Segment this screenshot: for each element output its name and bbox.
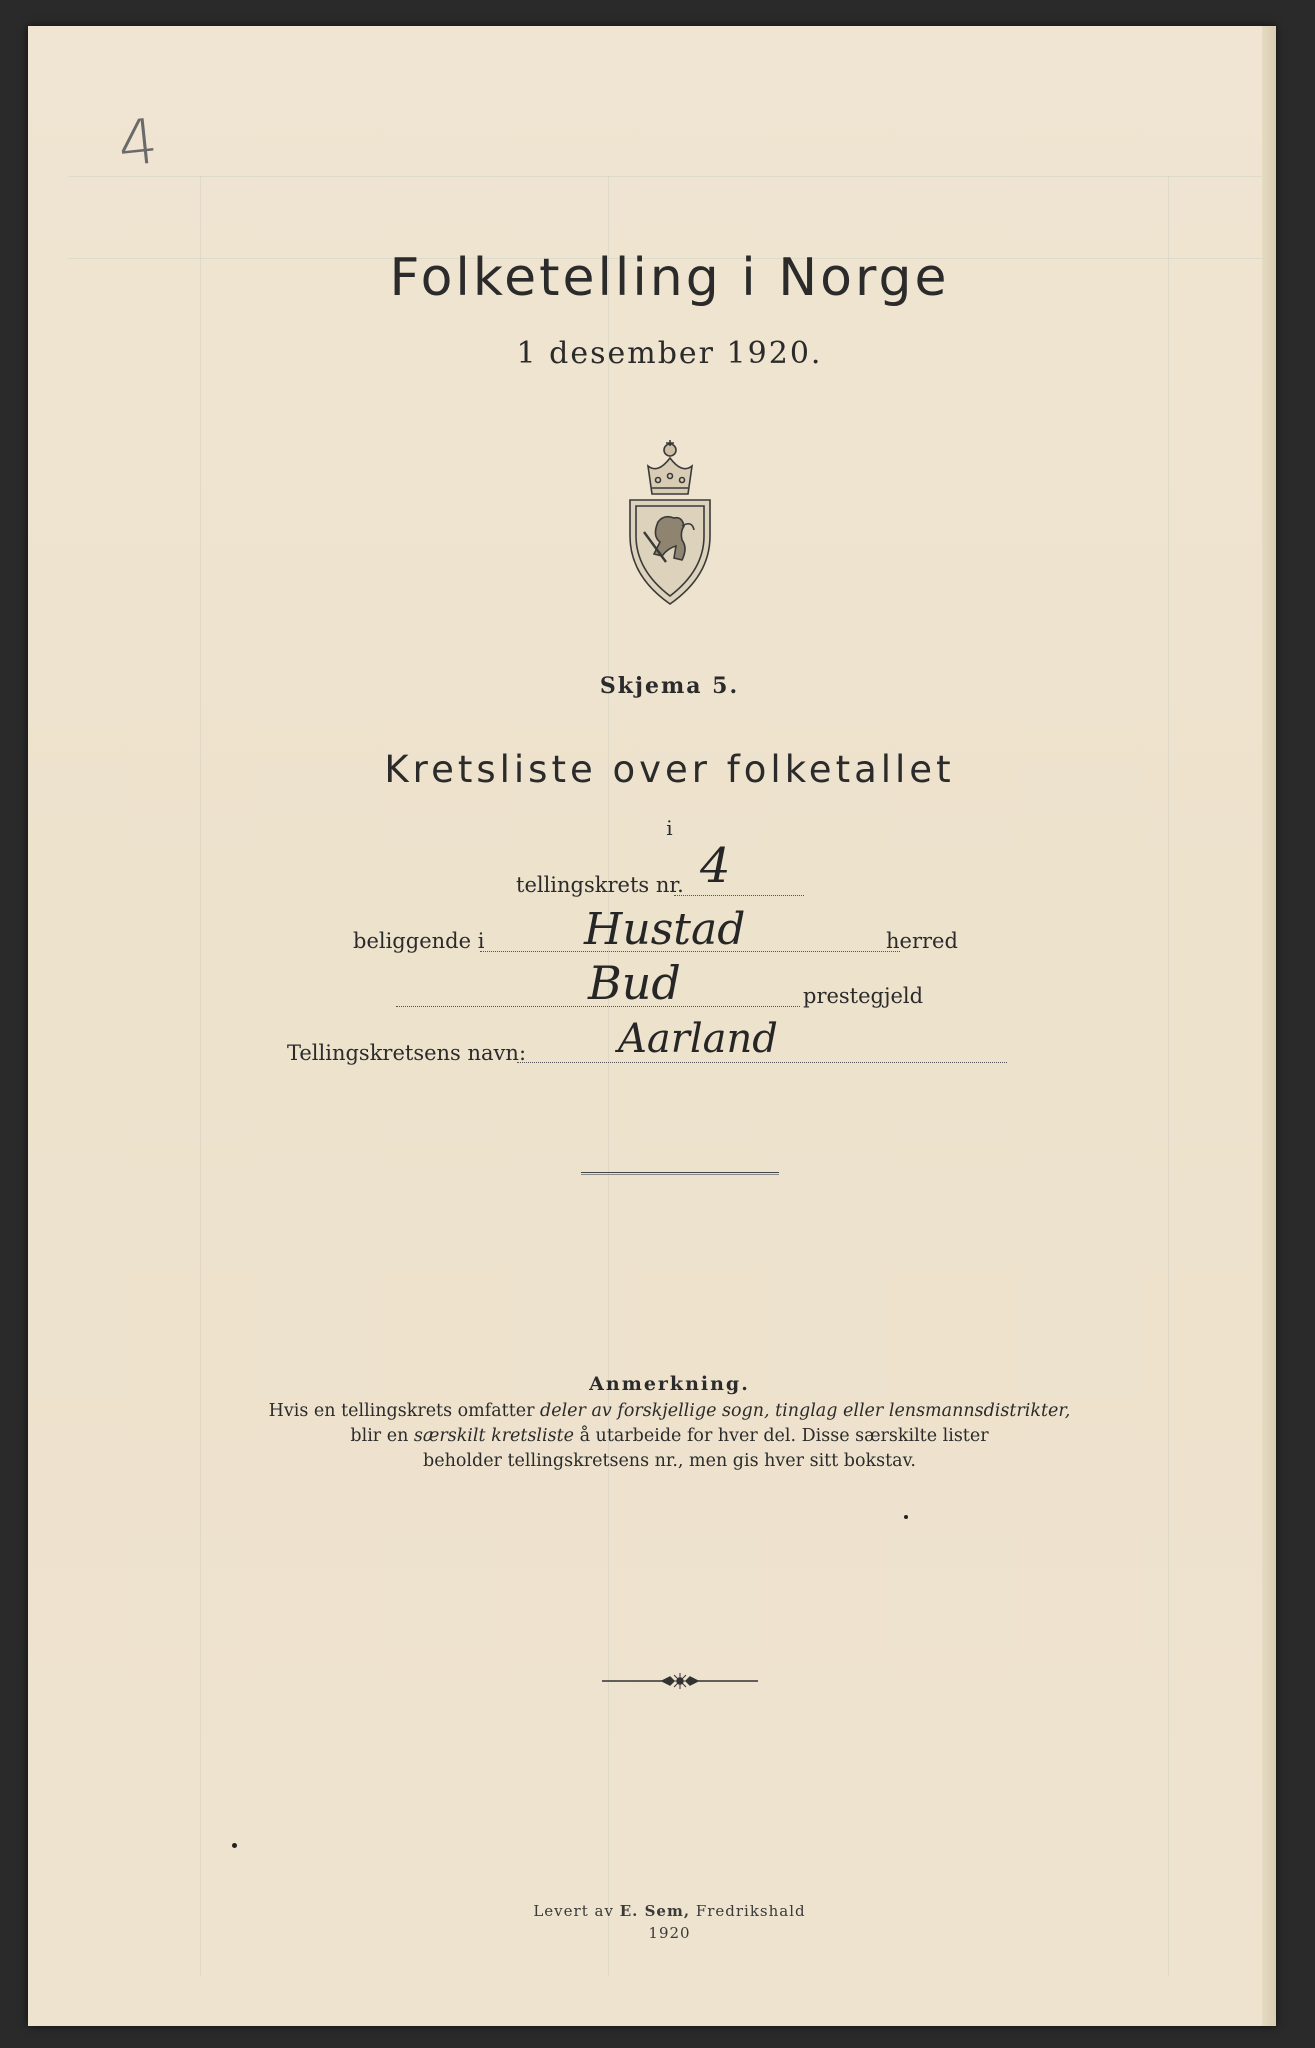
form-heading: Kretsliste over folketallet — [384, 748, 955, 791]
separator-rule — [581, 1172, 779, 1175]
document-title: Folketelling i Norge — [389, 248, 950, 308]
herred-label: herred — [886, 929, 958, 953]
bleed-through-line — [68, 176, 1268, 177]
anmerkning-italic-text: deler av forskjellige sogn, tinglag eller lensmannsdistrikter, — [540, 1401, 1071, 1421]
anmerkning-text: å utarbeide for hver del. Disse særskilte lister — [574, 1426, 989, 1446]
ornament-divider-icon — [600, 1671, 760, 1691]
prestegjeld-value: Bud — [588, 956, 681, 1010]
printer-credit — [28, 1902, 1311, 1920]
navn-field-line — [517, 1062, 1007, 1063]
document-page — [28, 26, 1276, 2026]
document-date: 1 desember 1920. — [516, 336, 823, 371]
page-edge — [1262, 26, 1276, 2026]
connector-word: i — [666, 816, 673, 840]
tellingskrets-label: tellingskrets nr. — [516, 873, 684, 897]
tellingskrets-value: 4 — [700, 838, 731, 894]
printer-prefix: Levert av — [533, 1902, 620, 1920]
navn-value: Aarland — [618, 1016, 778, 1062]
schema-number: Skjema 5. — [599, 673, 740, 699]
anmerkning-text: Hvis en tellingskrets omfatter — [268, 1401, 541, 1421]
anmerkning-line-1 — [28, 1401, 1311, 1421]
anmerkning-heading: Anmerkning. — [589, 1373, 750, 1395]
norwegian-coat-of-arms-icon — [622, 436, 718, 606]
anmerkning-line-3: beholder tellingskretsens nr., men gis hver sitt bokstav. — [423, 1451, 916, 1471]
prestegjeld-label: prestegjeld — [803, 984, 924, 1008]
bleed-through-line — [1168, 176, 1169, 1976]
tellingskrets-field-line — [674, 895, 804, 896]
anmerkning-italic-text: særskilt kretsliste — [413, 1426, 574, 1446]
printer-place: Fredrikshald — [690, 1902, 806, 1920]
printer-name: E. Sem, — [619, 1902, 691, 1920]
navn-label: Tellingskretsens navn: — [287, 1041, 527, 1065]
bleed-through-line — [200, 176, 201, 1976]
anmerkning-text: blir en — [350, 1426, 414, 1446]
pencil-page-number: 4 — [114, 104, 162, 181]
bleed-through-line — [608, 176, 609, 1976]
herred-value: Hustad — [584, 904, 746, 955]
printer-year: 1920 — [648, 1924, 691, 1942]
anmerkning-line-2 — [28, 1426, 1311, 1446]
beliggende-label: beliggende i — [353, 929, 485, 953]
ink-spot — [904, 1515, 908, 1519]
ink-spot — [232, 1843, 237, 1848]
